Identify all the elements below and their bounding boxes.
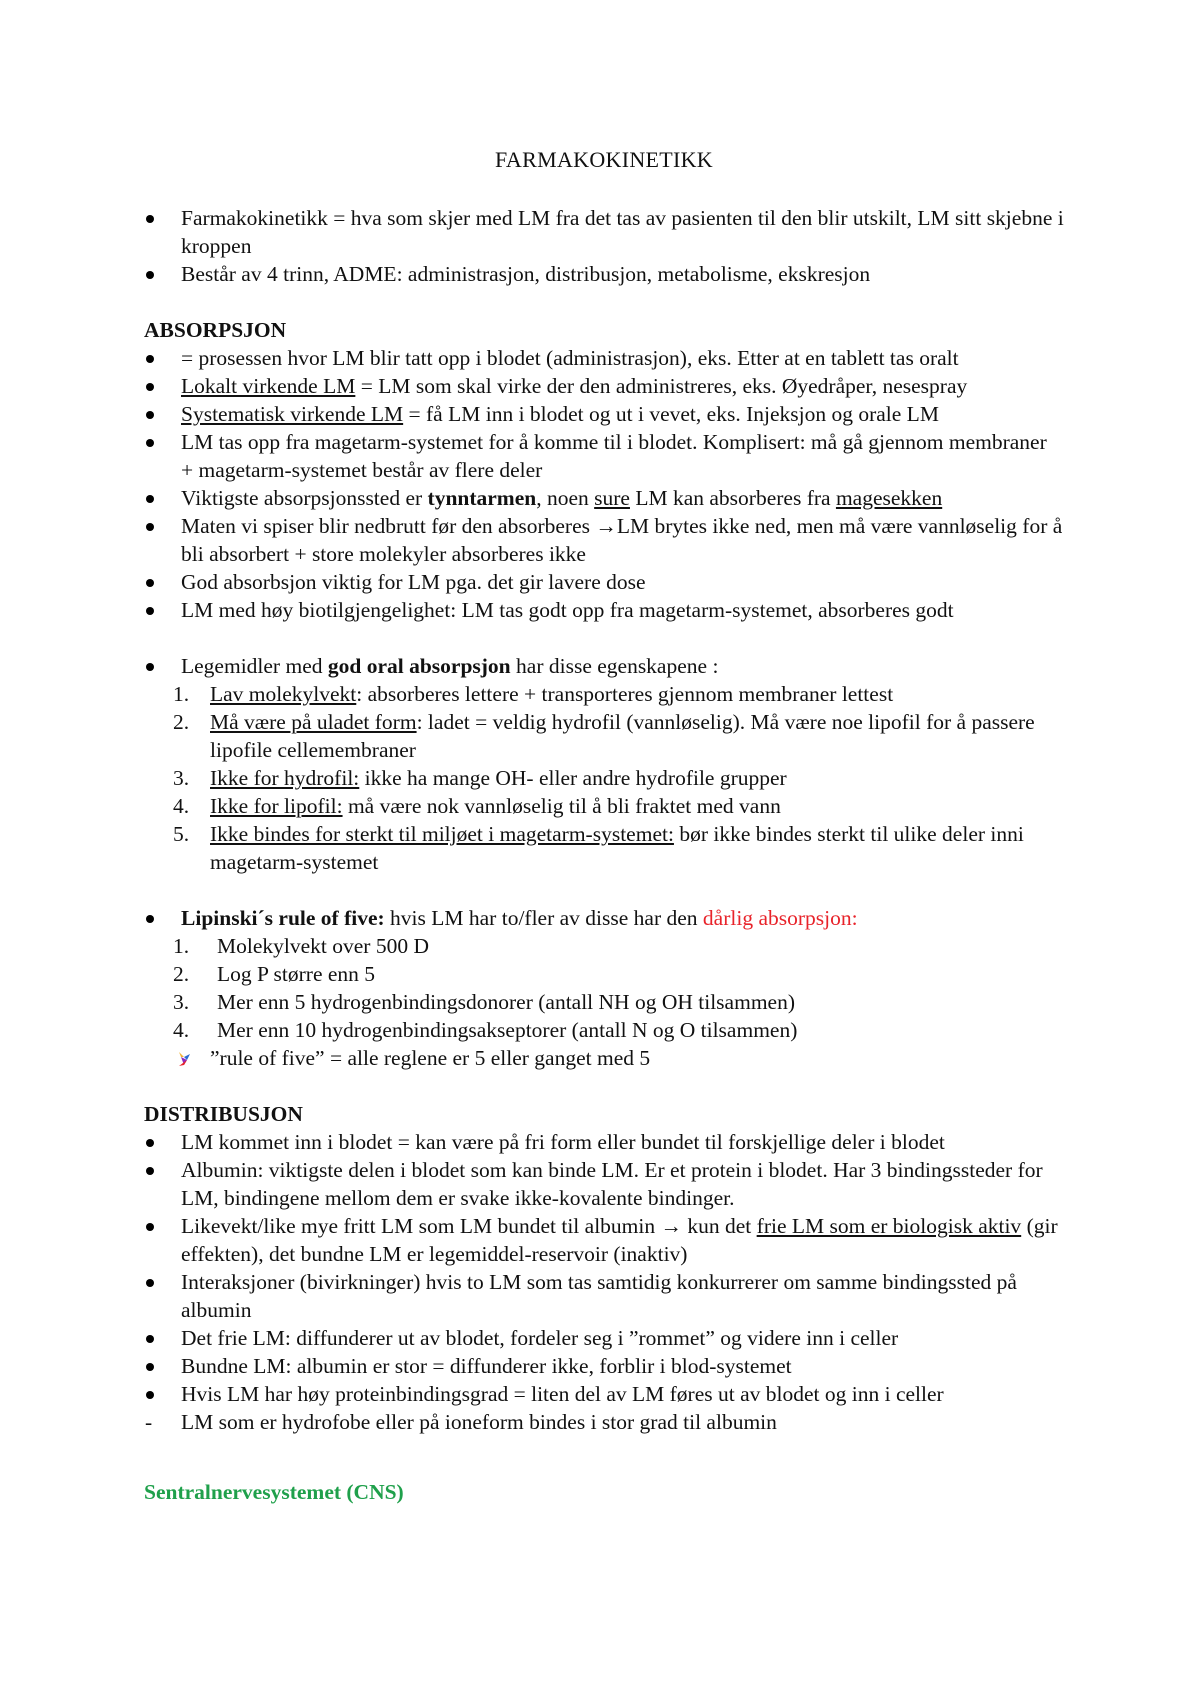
list-item: ”rule of five” = alle reglene er 5 eller ganget med 5	[144, 1044, 1064, 1072]
bullet-icon	[146, 1391, 154, 1399]
document-content	[144, 146, 1064, 1506]
list-item: God absorbsjon viktig for LM pga. det gir lavere dose	[144, 568, 1064, 596]
list-item: Likevekt/like mye fritt LM som LM bundet til albumin → kun det frie LM som er biologisk aktiv (gir effekten), det bundne LM er legemiddel-reservoir (inaktiv)	[144, 1212, 1064, 1268]
bullet-icon	[146, 523, 154, 531]
list-item: Lipinski´s rule of five: hvis LM har to/fler av disse har den dårlig absorpsjon:	[144, 904, 1064, 932]
numbered-item: 3. Mer enn 5 hydrogenbindingsdonorer (antall NH og OH tilsammen)	[173, 990, 795, 1014]
bullet-icon	[146, 271, 154, 279]
bullet-icon	[146, 915, 154, 923]
numbered-item: 4. Mer enn 10 hydrogenbindingsakseptorer (antall N og O tilsammen)	[173, 1018, 798, 1042]
list-item: LM med høy biotilgjengelighet: LM tas godt opp fra magetarm-systemet, absorberes godt	[144, 596, 1064, 624]
list-item: Maten vi spiser blir nedbrutt før den absorberes →LM brytes ikke ned, men må være vannløselig for å bli absorbert + store molekyler absorberes ikke	[144, 512, 1064, 568]
bullet-icon	[146, 1363, 154, 1371]
arrow-right-icon: →	[595, 514, 617, 538]
list-item: Hvis LM har høy proteinbindingsgrad = liten del av LM føres ut av blodet og inn i celler	[144, 1380, 1064, 1408]
arrow-right-icon: →	[660, 1214, 682, 1238]
list-item: - LM som er hydrofobe eller på ioneform bindes i stor grad til albumin	[145, 1410, 777, 1434]
list-item: Legemidler med god oral absorpsjon har disse egenskapene :	[144, 652, 1064, 680]
distribusjon-list	[144, 1128, 1064, 1436]
list-item: = prosessen hvor LM blir tatt opp i blodet (administrasjon), eks. Etter at en tablett tas oralt	[144, 344, 1064, 372]
list-item: Interaksjoner (bivirkninger) hvis to LM som tas samtidig konkurrerer om samme bindingssted på albumin	[144, 1268, 1064, 1324]
bullet-icon	[146, 607, 154, 615]
numbered-item: 5. Ikke bindes for sterkt til miljøet i magetarm-systemet: bør ikke bindes sterkt til ulike deler inni magetarm-systemet	[173, 822, 1024, 874]
bullet-icon	[146, 1335, 154, 1343]
rules-list	[144, 932, 1064, 1072]
intro-list	[144, 204, 1064, 288]
bullet-icon	[146, 1223, 154, 1231]
bullet-icon	[146, 579, 154, 587]
lipinski-list	[144, 904, 1064, 932]
bullet-icon	[146, 495, 154, 503]
bullet-icon	[146, 439, 154, 447]
bullet-icon	[146, 1167, 154, 1175]
bullet-icon	[146, 663, 154, 671]
list-item: Systematisk virkende LM = få LM inn i blodet og ut i vevet, eks. Injeksjon og orale LM	[144, 400, 1064, 428]
numbered-item: 4. Ikke for lipofil: må være nok vannløselig til å bli fraktet med vann	[173, 794, 781, 818]
numbered-item: 3. Ikke for hydrofil: ikke ha mange OH- eller andre hydrofile grupper	[173, 766, 787, 790]
properties-list	[144, 680, 1064, 876]
list-item: Lokalt virkende LM = LM som skal virke der den administreres, eks. Øyedråper, nesespray	[144, 372, 1064, 400]
page-title: FARMAKOKINETIKK	[495, 147, 713, 172]
list-item: Det frie LM: diffunderer ut av blodet, fordeler seg i ”rommet” og videre inn i celler	[144, 1324, 1064, 1352]
list-item: Viktigste absorpsjonssted er tynntarmen, noen sure LM kan absorberes fra magesekken	[144, 484, 1064, 512]
bullet-icon	[146, 355, 154, 363]
numbered-item: 2. Må være på uladet form: ladet = veldig hydrofil (vannløselig). Må være noe lipofil for å passere lipofile cellemembraner	[173, 710, 1035, 762]
bullet-icon	[146, 383, 154, 391]
arrow-down-right-icon	[175, 1051, 193, 1067]
section-heading-cns: Sentralnervesystemet (CNS)	[144, 1480, 404, 1504]
dash-marker: -	[145, 1410, 153, 1434]
bullet-icon	[146, 411, 154, 419]
numbered-item: 2. Log P større enn 5	[173, 962, 376, 986]
section-heading-distribusjon: DISTRIBUSJON	[144, 1102, 303, 1126]
numbered-item: 1. Lav molekylvekt: absorberes lettere + transporteres gjennom membraner lettest	[173, 682, 894, 706]
list-item: Farmakokinetikk = hva som skjer med LM fra det tas av pasienten til den blir utskilt, LM sitt skjebne i kroppen	[144, 204, 1064, 260]
numbered-item: 1. Molekylvekt over 500 D	[173, 934, 429, 958]
list-item: LM kommet inn i blodet = kan være på fri form eller bundet til forskjellige deler i blodet	[144, 1128, 1064, 1156]
absorpsjon-list	[144, 344, 1064, 624]
bullet-icon	[146, 215, 154, 223]
bullet-icon	[146, 1139, 154, 1147]
section-heading-absorpsjon: ABSORPSJON	[144, 318, 287, 342]
list-item: Består av 4 trinn, ADME: administrasjon, distribusjon, metabolisme, ekskresjon	[144, 260, 1064, 288]
bullet-icon	[146, 1279, 154, 1287]
oral-absorption-list	[144, 652, 1064, 680]
list-item: Albumin: viktigste delen i blodet som kan binde LM. Er et protein i blodet. Har 3 bindingssteder for LM, bindingene mellom dem er svake ikke-kovalente bindinger.	[144, 1156, 1064, 1212]
list-item: Bundne LM: albumin er stor = diffunderer ikke, forblir i blod-systemet	[144, 1352, 1064, 1380]
list-item: LM tas opp fra magetarm-systemet for å komme til i blodet. Komplisert: må gå gjennom membraner + magetarm-systemet består av flere deler	[144, 428, 1064, 484]
